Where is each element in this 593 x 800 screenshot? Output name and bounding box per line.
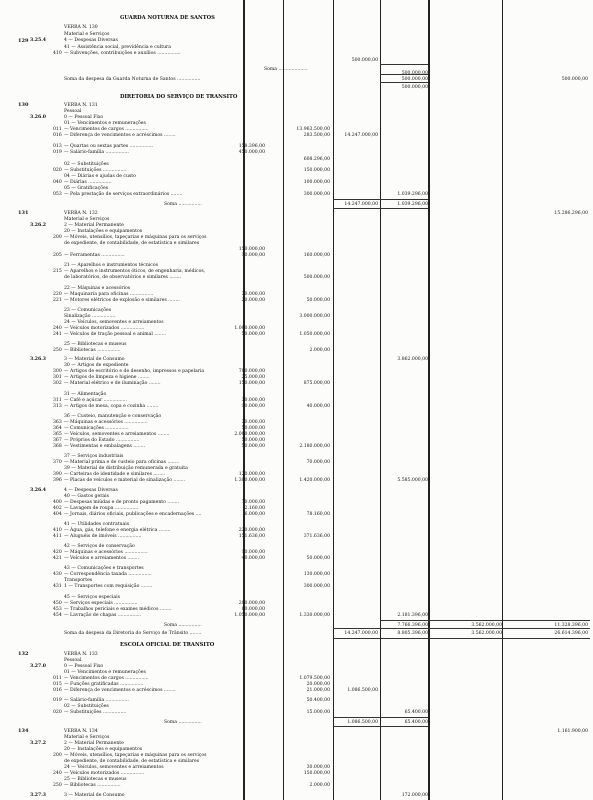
amount: 10.000,00 [241, 550, 265, 555]
item-number: 430 [53, 572, 62, 577]
description: 1 — Transportes com requisição ........ [64, 584, 153, 589]
amount: 26.614.396,00 [554, 631, 588, 636]
description: — Artigos de mesa, copa e cozinha ........ [64, 404, 159, 409]
description: Soma .................... [264, 67, 308, 72]
amount: 1.050.000,00 [299, 332, 330, 337]
description: — Próprios do Estado ................ [64, 438, 140, 443]
item-number: 250 [53, 348, 62, 353]
amount: 10.000,00 [241, 404, 265, 409]
description: — Pela prestação de serviços extraordinários ........ [64, 192, 183, 197]
ledger-line [0, 274, 593, 282]
item-number: 240 [53, 771, 62, 776]
ledger-line [0, 84, 593, 92]
amount: 14.247.000,00 [344, 133, 378, 138]
amount: 14.247.000,00 [344, 202, 378, 207]
amount: 30.000,00 [241, 420, 265, 425]
item-number: 410 [53, 51, 62, 56]
ledger-line [0, 782, 593, 790]
amount: 3.000.000,00 [299, 314, 330, 319]
description: 45 — Serviços especiais [64, 595, 120, 600]
amount: 10.000,00 [241, 253, 265, 258]
amount: 500.000,00 [401, 71, 428, 76]
amount: 30.000,00 [306, 765, 330, 770]
description: 25 — Bibliotecas e museus [64, 777, 127, 782]
description: 0 — Pessoal Fixo [64, 115, 104, 120]
item-number: 015 [53, 682, 62, 687]
total-rule [333, 717, 428, 718]
description: — Água, gás, telefone e energia elétrica ........ [64, 528, 171, 533]
amount: 2.181.396,00 [397, 613, 428, 618]
amount: 20.000,00 [241, 298, 265, 303]
description: — Bibliotecas ................ [64, 783, 121, 788]
description: Material e Serviços [64, 735, 110, 740]
description: VERBA N. 134 [64, 729, 98, 734]
ledger-line [0, 687, 593, 695]
item-number: 011 [53, 127, 62, 132]
amount: 50.400,00 [306, 698, 330, 703]
description: 20 — Instalações e equipamentos [64, 747, 143, 752]
description: 24 — Veículos, semoventes e arreiamentos [64, 765, 164, 770]
description: — Correspondência taxada ................ [64, 572, 152, 577]
description: Material e Serviços [64, 32, 110, 37]
item-number: 396 [53, 478, 62, 483]
amount: 50.000,00 [241, 444, 265, 449]
amount: 283.500,00 [303, 133, 330, 138]
amount: 1.050.000,00 [234, 613, 265, 618]
amount: 1.300.000,00 [234, 478, 265, 483]
description: — Funções gratificadas ................ [64, 682, 144, 687]
amount: 130.000,00 [303, 572, 330, 577]
item-number: 200 [53, 753, 62, 758]
item-number: 215 [53, 269, 62, 274]
ledger-line [0, 347, 593, 355]
description: 4 — Despesas Diversas [64, 488, 118, 493]
amount: 150.000,00 [238, 381, 265, 386]
item-number: 020 [53, 710, 62, 715]
description: — Subvenções, contribuições e auxílios ................ [64, 51, 181, 56]
description: — Vencimentos de cargos ................ [64, 127, 149, 132]
description: 0 — Pessoal Fixo [64, 664, 104, 669]
item-number: 250 [53, 783, 62, 788]
description: — Placas de veículos e material de sinalização ........ [64, 478, 186, 483]
amount: 21.000,00 [306, 688, 330, 693]
item-number: 363 [53, 420, 62, 425]
item-number: 364 [53, 426, 62, 431]
amount: 50.000,00 [241, 426, 265, 431]
amount: 8.805.396,00 [397, 631, 428, 636]
description: 40 — Gastos gerais [64, 494, 109, 499]
ledger-line [0, 297, 593, 305]
item-number: 200 [53, 235, 62, 240]
description: — Veículos motorizados ................ [64, 771, 145, 776]
description: — Vestimentas e embalagens ........ [64, 444, 146, 449]
amount: 25.000,00 [241, 375, 265, 380]
amount: 7.766.396,00 [397, 623, 428, 628]
description: — Móveis, utensílios, tapeçarias e máquinas para os serviços [64, 235, 207, 240]
description: — Quartas ou sextas partes ................ [64, 144, 153, 149]
description: 01 — Vencimentos e remunerações [64, 121, 146, 126]
amount: 500.000,00 [561, 77, 588, 82]
description: Soma ................ [164, 202, 202, 207]
amount: 15.286.296,00 [554, 211, 588, 216]
description: 02 — Substituições [64, 162, 109, 167]
description: — Aluguéis de imóveis ................ [64, 534, 142, 539]
account-code: 3.27.3 [30, 793, 46, 798]
description: — Material elétrico e de iluminação ........ [64, 381, 161, 386]
ledger-line [0, 76, 593, 84]
section-heading [0, 641, 593, 649]
amount: 2.160,00 [244, 506, 265, 511]
description: VERBA N. 130 [64, 25, 98, 30]
description: — Veículos motorizados ................ [64, 326, 145, 331]
account-code: 3.27.2 [30, 741, 46, 746]
description: — Artigos de escritório e de desenho, impressos e papelaria [64, 369, 205, 374]
item-number: 400 [53, 500, 62, 505]
description: Pessoal [64, 658, 82, 663]
amount: 3.562.000,00 [471, 631, 502, 636]
amount: 500.000,00 [401, 85, 428, 90]
description: 39 — Material de distribuição remunerada e gratuita [64, 466, 188, 471]
total-rule [333, 638, 590, 639]
item-number: 450 [53, 601, 62, 606]
description: de expediente, de contabilidade, de estatística e similares [64, 241, 200, 246]
description: Soma da despesa da Diretoria do Serviço de Trânsito ........ [64, 631, 202, 636]
amount: 5.585.000,00 [397, 478, 428, 483]
description: VERBA N. 133 [64, 652, 98, 657]
description: — Salário-família ................ [64, 698, 129, 703]
amount: 120.000,00 [238, 472, 265, 477]
description: 24 — Veículos, semoventes e arreiamentos [64, 320, 164, 325]
description: 04 — Diárias e ajudas de custo [64, 174, 136, 179]
description: 20 — Instalações e equipamentos [64, 229, 143, 234]
ledger-line [0, 57, 593, 65]
description: 2 — Material Permanente [64, 223, 124, 228]
account-code: 3.27.0 [30, 664, 46, 669]
amount: 150.000,00 [303, 168, 330, 173]
item-number: 016 [53, 133, 62, 138]
description: Soma ................ [164, 720, 202, 725]
amount: 150.000,00 [238, 247, 265, 252]
description: de expediente, de contabilidade, de estatística e similares [64, 759, 200, 764]
description: Sinalização ................ [64, 314, 116, 319]
description: — Diárias ................ [64, 180, 112, 185]
description: — Serviços especiais ................ [64, 601, 138, 606]
description: Soma ................ [164, 623, 202, 628]
amount: 500.000,00 [303, 275, 330, 280]
amount: 40.000,00 [241, 556, 265, 561]
amount: 2.000.000,00 [234, 432, 265, 437]
description: — Ferramentas ................ [64, 253, 125, 258]
description: — Aparelhos e instrumentos óticos, de engenharia, médicos, [64, 269, 206, 274]
description: — Café e açúcar ................ [64, 398, 127, 403]
description: — Bibliotecas ................ [64, 348, 121, 353]
section-heading [0, 93, 593, 101]
item-number: 241 [53, 332, 62, 337]
amount: 78.160,00 [306, 512, 330, 517]
description: VERBA N. 131 [64, 103, 98, 108]
ledger-line [0, 630, 593, 638]
amount: 3.862.000,00 [397, 357, 428, 362]
description: 41 — Utilidades contratuais [64, 522, 130, 527]
description: DIRETORIA DO SERVIÇO DE TRANSITO [120, 94, 238, 100]
account-code: 3.26.2 [30, 223, 46, 228]
description: 25 — Bibliotecas e museus [64, 342, 127, 347]
description: VERBA N. 132 [64, 211, 98, 216]
ledger-line [0, 555, 593, 563]
description: — Máquinas e acessórios ................ [64, 550, 148, 555]
description: — Trabalhos periciais e exames médicos ........ [64, 607, 172, 612]
item-number: 453 [53, 607, 62, 612]
amount: 500.000,00 [401, 77, 428, 82]
amount: 50.000,00 [241, 332, 265, 337]
amount: 11.328.396,00 [554, 623, 588, 628]
item-number: 454 [53, 613, 62, 618]
amount: 20.000,00 [306, 682, 330, 687]
amount: 1.330.000,00 [299, 613, 330, 618]
description: 31 — Alimentação [64, 392, 107, 397]
description: — Móveis, utensílios, tapeçarias e máquinas para os serviços [64, 753, 207, 758]
amount: 1.420.000,00 [299, 478, 330, 483]
item-number: 410 [53, 528, 62, 533]
ledger-line [0, 191, 593, 199]
item-number: 390 [53, 472, 62, 477]
margin-number: 130 [18, 102, 29, 108]
amount: 158.396,00 [238, 144, 265, 149]
amount: 300.000,00 [303, 584, 330, 589]
amount: 160.000,00 [303, 253, 330, 258]
description: de laboratórios, de observatórios e similares ........ [64, 275, 182, 280]
amount: 151.636,00 [238, 534, 265, 539]
description: — Despesas miúdas e de pronto pagamento ........ [64, 500, 180, 505]
item-number: 370 [53, 460, 62, 465]
description: Pessoal [64, 109, 82, 114]
amount: 14.247.000,00 [344, 631, 378, 636]
amount: 2.000,00 [309, 348, 330, 353]
ledger-line [0, 792, 593, 800]
item-number: 221 [53, 298, 62, 303]
ledger-line [0, 511, 593, 519]
amount: 13.963.500,00 [296, 127, 330, 132]
amount: 100.000,00 [303, 180, 330, 185]
account-code: 3.26.0 [30, 115, 46, 120]
account-code: 3.26.4 [30, 488, 46, 493]
amount: 1.086.500,00 [347, 720, 378, 725]
item-number: 053 [53, 192, 62, 197]
ledger-line [0, 331, 593, 339]
amount: 1.086.500,00 [347, 688, 378, 693]
amount: 371.636,00 [303, 534, 330, 539]
amount: 50.000,00 [306, 556, 330, 561]
margin-number: 129 [18, 38, 29, 44]
description: — Vencimentos de cargos ................ [64, 676, 149, 681]
amount: 50.000,00 [241, 438, 265, 443]
amount: 220.000,00 [238, 528, 265, 533]
description: — Lavagem de roupa ................ [64, 506, 139, 511]
description: 42 — Serviços de conservação [64, 544, 135, 549]
ledger-line [0, 719, 593, 727]
item-number: 421 [53, 556, 62, 561]
description: — Diferença de vencimentos e acréscimos ........ [64, 133, 176, 138]
margin-number: 132 [18, 651, 29, 657]
item-number: 402 [53, 506, 62, 511]
description: 30 — Artigos de expediente [64, 363, 129, 368]
item-number: 367 [53, 438, 62, 443]
item-number: 311 [53, 398, 62, 403]
description: — Veículos, semoventes e arreiamentos ........ [64, 432, 170, 437]
amount: 1.039.296,00 [397, 192, 428, 197]
amount: 40.000,00 [306, 404, 330, 409]
item-number: 013 [53, 144, 62, 149]
item-number: 016 [53, 688, 62, 693]
description: — Substituições ................ [64, 168, 127, 173]
description: — Carteiras de identidade e similares ........ [64, 472, 166, 477]
account-code: 3.25.4 [30, 38, 46, 43]
item-number: 368 [53, 444, 62, 449]
description: — Diferença de vencimentos e acréscimos ........ [64, 688, 176, 693]
amount: 1.000.000,00 [234, 326, 265, 331]
item-number: 404 [53, 512, 62, 517]
section-heading [0, 14, 593, 22]
description: — Lavração de chapas ................ [64, 613, 142, 618]
description: — Veículos e arreiamentos ........ [64, 556, 140, 561]
ledger-line [0, 612, 593, 620]
ledger-line [0, 201, 593, 209]
description: — Jornais, diários oficiais, publicações e encadernações .... [64, 512, 202, 517]
amount: 15.000,00 [306, 710, 330, 715]
ledger-line [0, 443, 593, 451]
item-number: 019 [53, 150, 62, 155]
description: 4 — Despesas Diversas [64, 38, 118, 43]
ledger-line [0, 622, 593, 630]
description: 43 — Comunicações e transportes [64, 566, 144, 571]
amount: 2.000,00 [309, 783, 330, 788]
description: — Maquinaria para oficinas ................ [64, 292, 154, 297]
ledger-line [0, 252, 593, 260]
account-code: 3.26.3 [30, 357, 46, 362]
item-number: 313 [53, 404, 62, 409]
description: Soma da despesa da Guarda Noturna de Santos ................ [64, 77, 201, 82]
item-number: 040 [53, 180, 62, 185]
amount: 500.000,00 [351, 58, 378, 63]
item-number: 411 [53, 534, 62, 539]
amount: 1.039.296,00 [397, 202, 428, 207]
amount: 30.000,00 [241, 398, 265, 403]
description: 01 — Vencimentos e remunerações [64, 670, 146, 675]
description: — Comunicações ................ [64, 426, 129, 431]
amount: 200.000,00 [238, 601, 265, 606]
description: 37 — Serviços industriais [64, 454, 124, 459]
amount: 80.000,00 [241, 607, 265, 612]
amount: 3.562.000,00 [471, 623, 502, 628]
item-number: 019 [53, 698, 62, 703]
amount: 875.000,00 [303, 381, 330, 386]
item-number: 431 [53, 584, 62, 589]
amount: 65.400,00 [404, 710, 428, 715]
item-number: 301 [53, 375, 62, 380]
item-number: 220 [53, 292, 62, 297]
description: 36 — Custeio, manutenção e conservação [64, 414, 162, 419]
description: GUARDA NOTURNA DE SANTOS [120, 15, 215, 21]
item-number: 205 [53, 253, 62, 258]
amount: 608.296,00 [303, 157, 330, 162]
amount: 70.000,00 [306, 460, 330, 465]
amount: 1.079.500,00 [299, 676, 330, 681]
description: Transportes [64, 578, 93, 583]
description: 05 — Gratificações [64, 186, 109, 191]
description: 02 — Substituições [64, 704, 109, 709]
description: 2 — Material Permanente [64, 741, 124, 746]
ledger-line [0, 132, 593, 140]
amount: 65.400,00 [404, 720, 428, 725]
margin-number: 134 [18, 728, 29, 734]
description: 3 — Material de Consumo [64, 793, 125, 798]
description: — Salário-família ................ [64, 150, 129, 155]
description: 3 — Material de Consumo [64, 357, 125, 362]
description: — Veículos de tração pessoal e animal ........ [64, 332, 167, 337]
ledger-line [0, 477, 593, 485]
ledger-line [0, 403, 593, 411]
total-rule [380, 620, 590, 621]
amount: 1.161.900,00 [557, 729, 588, 734]
amount: 300.000,00 [303, 192, 330, 197]
amount: 50.000,00 [306, 298, 330, 303]
ledger-line [0, 583, 593, 591]
description: 23 — Comunicações [64, 308, 112, 313]
total-rule [333, 199, 428, 200]
description: Material e Serviços [64, 217, 110, 222]
description: — Motores elétricos de explosão e similares ........ [64, 298, 180, 303]
amount: 6.000,00 [244, 512, 265, 517]
item-number: 365 [53, 432, 62, 437]
description: — Máquinas e acessórios ................ [64, 420, 148, 425]
amount: 450.000,00 [238, 150, 265, 155]
item-number: 300 [53, 369, 62, 374]
amount: 150.000,00 [303, 771, 330, 776]
item-number: 420 [53, 550, 62, 555]
item-number: 240 [53, 326, 62, 331]
amount: 30.000,00 [241, 292, 265, 297]
amount: 2.180.000,00 [299, 444, 330, 449]
ledger-line [0, 380, 593, 388]
item-number: 011 [53, 676, 62, 681]
description: 21 — Aparelhos e instrumentos técnicos [64, 263, 158, 268]
margin-number: 131 [18, 210, 29, 216]
amount: 700.000,00 [238, 369, 265, 374]
amount: 172.000,00 [401, 793, 428, 798]
item-number: 020 [53, 168, 62, 173]
item-number: 302 [53, 381, 62, 386]
description: — Substituições ................ [64, 710, 127, 715]
description: 22 — Máquinas e acessórios [64, 286, 131, 291]
description: — Artigos de limpeza e higiene ........ [64, 375, 150, 380]
ledger-line [0, 533, 593, 541]
description: — Material prima e de custeio para oficinas ........ [64, 460, 180, 465]
amount: 70.000,00 [241, 500, 265, 505]
description: ESCOLA OFICIAL DE TRANSITO [120, 642, 215, 648]
ledger-line [0, 709, 593, 717]
description: 41 — Assistência social, previdência e cultura [64, 45, 171, 50]
